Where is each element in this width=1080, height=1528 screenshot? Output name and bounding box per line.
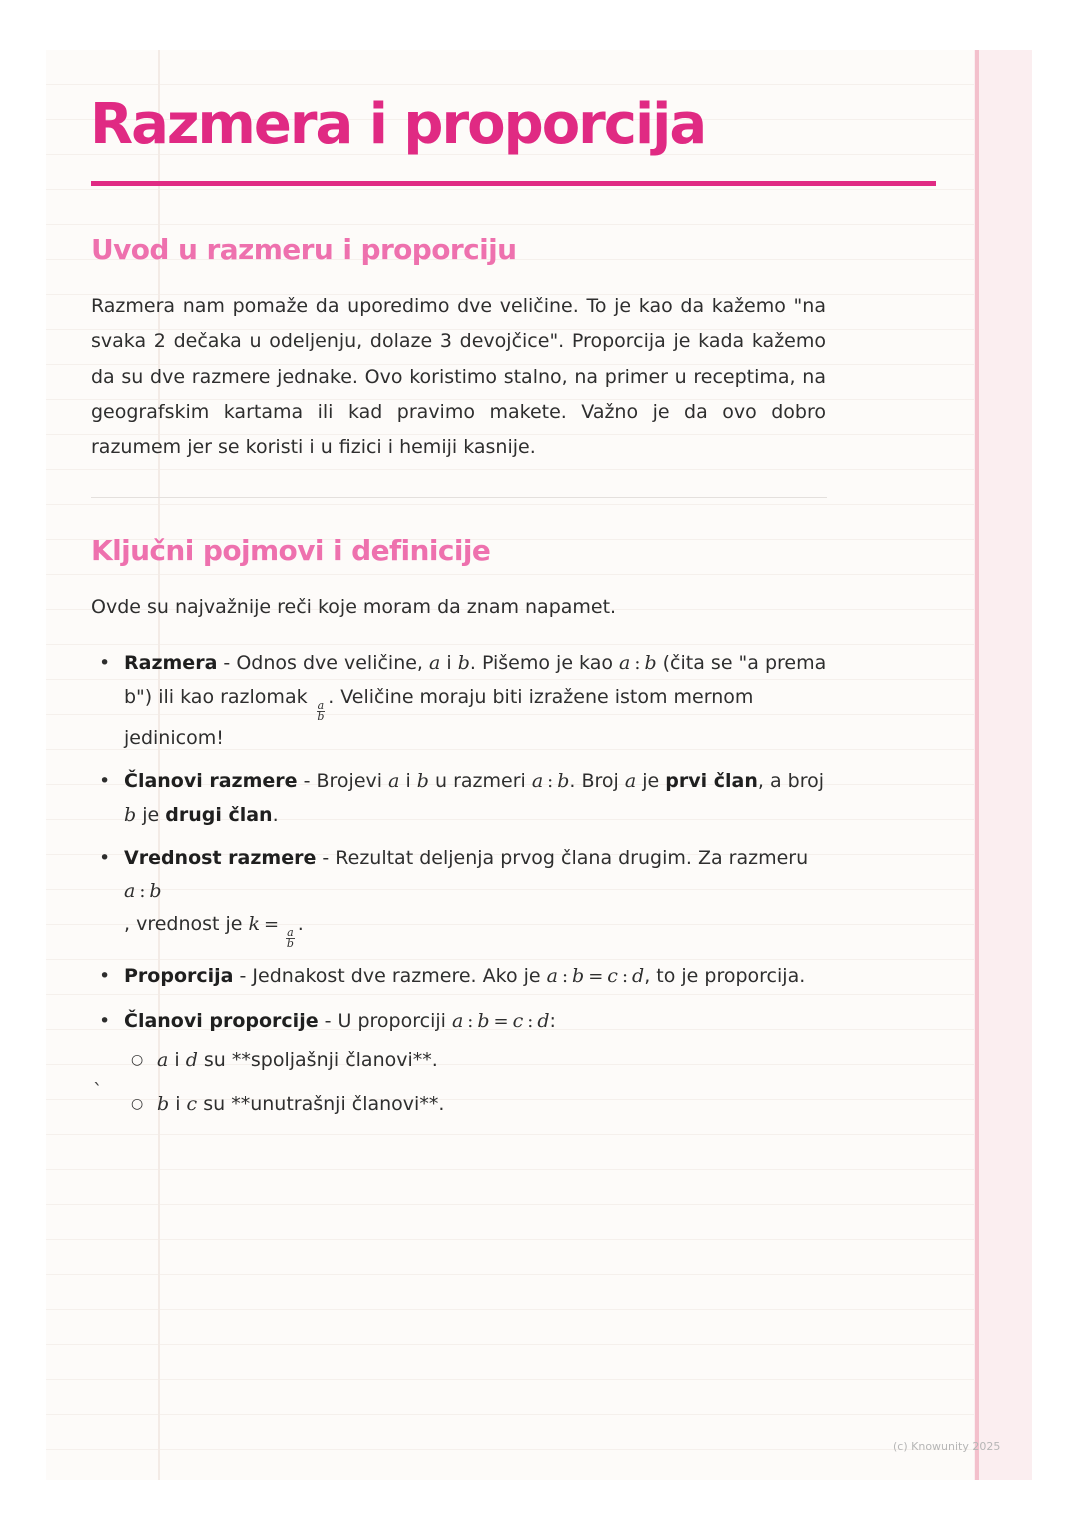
text: i <box>169 1093 187 1115</box>
text: . Broj <box>569 770 625 792</box>
math-var: d <box>537 1009 550 1032</box>
text: , to je proporcija. <box>644 965 806 987</box>
text: i <box>399 770 417 792</box>
stray-backtick: ` <box>93 1080 103 1102</box>
math-var: d <box>185 1049 198 1071</box>
math-operator: : <box>547 771 554 792</box>
math-var: b <box>416 770 429 792</box>
title-underline <box>91 181 936 186</box>
emphasis: prvi član <box>665 770 758 792</box>
text: . Pišemo je kao <box>469 652 620 674</box>
term: Vrednost razmere <box>124 847 317 869</box>
circle-bullet-icon: ○ <box>131 1052 144 1068</box>
math-var: d <box>632 965 645 987</box>
math-operator: : <box>527 1010 534 1032</box>
text: - Brojevi <box>297 770 389 792</box>
text: - Jednakost dve razmere. Ako je <box>233 965 547 987</box>
circle-bullet-icon: ○ <box>131 1096 144 1112</box>
intro-paragraph: Razmera nam pomaže da uporedimo dve veličine. To je kao da kažemo "na svaka 2 dečaka u odeljenju, dolaze 3 devojčice". Proporcija je kada kažemo da su dve razmere jednake. Ovo koristimo stalno, na primer u receptima, na geografskim kartama ili kad pravimo makete. Važno je da ovo dobro razumem jer se koristi i u fizici i hemiji kasnije. <box>91 295 826 459</box>
text: i <box>440 652 458 674</box>
text: . <box>272 803 279 826</box>
term: Članovi razmere <box>124 770 298 792</box>
text: je <box>136 803 166 826</box>
math-var: c <box>186 1093 198 1115</box>
math-var: b <box>457 652 470 674</box>
fraction-denominator: b <box>286 937 294 950</box>
math-var: a <box>624 770 637 792</box>
right-margin-band <box>974 50 1032 1480</box>
text: je <box>636 770 666 792</box>
definitions-heading: Ključni pojmovi i definicije <box>91 534 491 567</box>
text: , vrednost je <box>124 913 249 935</box>
term: Proporcija <box>124 965 234 987</box>
math-operator: : <box>621 966 629 987</box>
fraction-denominator: b <box>317 709 325 723</box>
definition-item-clanovi-proporcije <box>91 1005 841 1121</box>
math-var: a <box>451 1009 464 1032</box>
copyright-footer: (c) Knowunity 2025 <box>893 1440 1001 1453</box>
bullet-icon: • <box>99 652 111 674</box>
math-var: c <box>607 965 618 987</box>
emphasis: drugi član <box>165 803 273 826</box>
fraction <box>286 928 295 949</box>
math-var: a <box>429 652 441 674</box>
bullet-icon: • <box>99 770 111 792</box>
text: : <box>549 1009 556 1032</box>
text: su **unutrašnji članovi**. <box>197 1093 445 1115</box>
sub-list <box>124 1044 841 1120</box>
text: , a broj <box>757 770 824 792</box>
intro-heading: Uvod u razmeru i proporciju <box>91 233 517 266</box>
math-operator: = <box>588 966 604 987</box>
math-operator: = <box>493 1010 509 1032</box>
math-var: k <box>248 913 261 935</box>
fraction-numerator: a <box>287 926 294 939</box>
math-var: b <box>572 965 585 987</box>
math-var: a <box>546 965 558 987</box>
bullet-icon: • <box>99 965 111 987</box>
math-var: a <box>124 879 136 902</box>
text: - U proporciji <box>318 1009 452 1032</box>
definition-item-razmera <box>91 647 841 754</box>
text: - Rezultat deljenja prvog člana drugim. Za razmeru <box>316 847 809 869</box>
math-var: b <box>477 1009 490 1032</box>
text: - Odnos dve veličine, <box>217 652 430 674</box>
sub-list-item-inner-terms <box>124 1088 841 1120</box>
text: (čita se "a prema b") ili kao razlomak <box>124 652 827 708</box>
term: Članovi proporcije <box>124 1009 319 1032</box>
text: u razmeri <box>428 770 532 792</box>
math-var: b <box>644 652 657 674</box>
math-var: a <box>388 770 400 792</box>
definition-item-vrednost-razmere <box>91 842 841 949</box>
text: . Veličine moraju biti izražene istom mernom jedinicom! <box>124 685 754 749</box>
definitions-lead: Ovde su najvažnije reči koje moram da znam napamet. <box>91 596 617 618</box>
bullet-icon: • <box>99 1009 111 1032</box>
math-operator: : <box>561 966 569 987</box>
math-operator: : <box>634 653 641 674</box>
math-var: a <box>531 770 544 792</box>
text: . <box>297 913 304 935</box>
math-var: b <box>124 803 137 826</box>
section-divider <box>91 497 827 498</box>
sub-list-item-outer-terms <box>124 1044 841 1076</box>
term: Razmera <box>124 652 218 674</box>
math-var: a <box>619 652 631 674</box>
math-var: c <box>512 1009 524 1032</box>
definition-item-proporcija <box>91 960 841 994</box>
math-operator: = <box>264 914 280 935</box>
math-operator: : <box>139 880 146 902</box>
bullet-icon: • <box>99 847 111 869</box>
math-var: b <box>157 1093 170 1115</box>
right-margin-line <box>975 50 979 1480</box>
math-var: a <box>157 1049 169 1071</box>
fraction <box>317 698 326 723</box>
math-var: b <box>149 879 162 902</box>
fraction-numerator: a <box>317 698 325 712</box>
definition-item-clanovi-razmere <box>91 765 841 831</box>
math-operator: : <box>467 1010 474 1032</box>
page-title: Razmera i proporcija <box>90 92 706 157</box>
text: i <box>168 1049 186 1071</box>
math-var: b <box>557 770 570 792</box>
text: su **spoljašnji članovi**. <box>197 1049 438 1071</box>
definitions-list <box>91 647 841 1132</box>
